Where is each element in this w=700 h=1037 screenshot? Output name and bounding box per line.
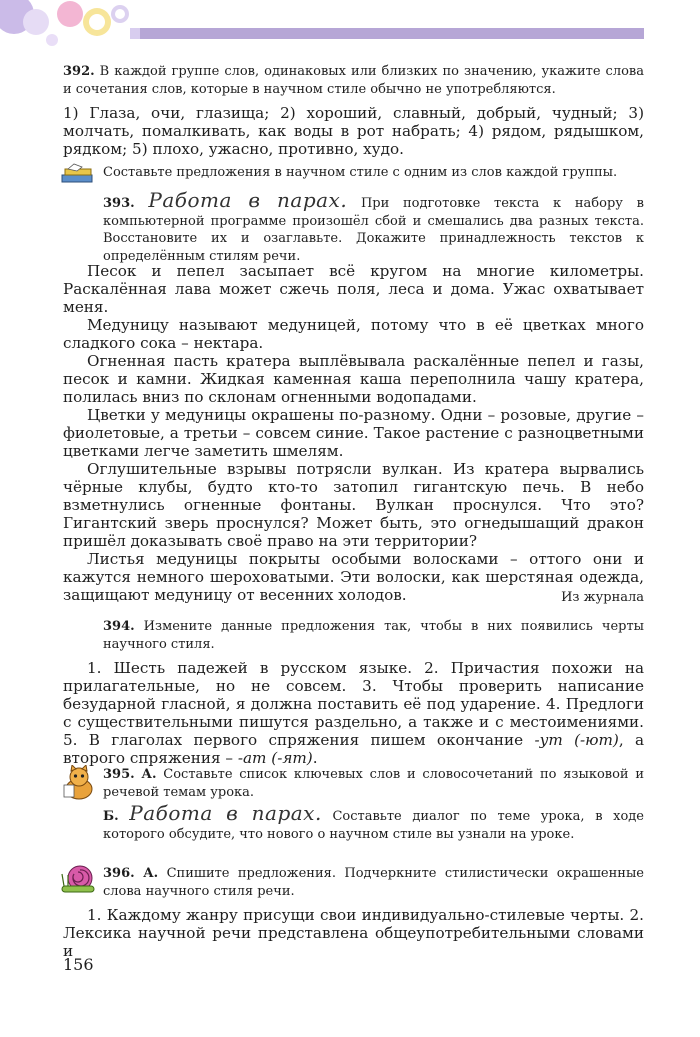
pair-work-label: Работа в парах. bbox=[129, 801, 322, 825]
exercise-394-text: Измените данные предложения так, чтобы в них появились черты научного стиля. bbox=[103, 619, 645, 652]
sentences-text: 1. Шесть падежей в русском языке. 2. Причастия похожи на прилагательные, но не совсем. 3. Чтобы проверить написание безударной гласной, я должна поставить её под ударение. 4. Предлоги с существительными пишутся раздельно, а также и с местоимениями. 5. В глаголах первого спряжения пишем окончание bbox=[63, 659, 644, 749]
page-number: 156 bbox=[63, 955, 94, 974]
snail-icon bbox=[58, 860, 98, 898]
exercise-393-body bbox=[63, 262, 644, 604]
exercise-392-words bbox=[63, 104, 644, 158]
exercise-392-task bbox=[63, 63, 644, 98]
exercise-392-number: 392. bbox=[63, 64, 95, 79]
source-label: Из журнала bbox=[561, 590, 644, 605]
exercise-393-task bbox=[103, 188, 644, 265]
header-decoration bbox=[0, 0, 700, 50]
exercise-394-sentences bbox=[63, 659, 644, 767]
cat-icon bbox=[60, 765, 98, 801]
exercise-396-number: 396. bbox=[103, 866, 135, 881]
paragraph: Цветки у медуницы окрашены по-разному. Одни – розовые, другие – фиолетовые, а третьи – совсем синие. Такое растение с разноцветными цветками легче заметить шмелям. bbox=[63, 406, 644, 460]
exercise-396-text: Спишите предложения. Подчеркните стилистически окрашенные слова научного стиля речи. bbox=[103, 866, 644, 899]
header-band bbox=[140, 28, 644, 39]
exercise-394-number: 394. bbox=[103, 619, 135, 634]
exercise-392-groups: 1) Глаза, очи, глазища; 2) хороший, славный, добрый, чудный; 3) молчать, помалкивать, как воды в рот набрать; 4) рядом, рядышком, рядком; 5) плохо, ужасно, противно, худо. bbox=[63, 104, 644, 158]
part-a-label: А. bbox=[141, 767, 157, 782]
exercise-396-task bbox=[103, 865, 644, 900]
paragraph: Песок и пепел засыпает всё кругом на многие километры. Раскалённая лава может сжечь поля, леса и дома. Ужас охватывает меня. bbox=[63, 262, 644, 316]
exercise-396-sentences: 1. Каждому жанру присущи свои индивидуально-стилевые черты. 2. Лексика научной речи представлена общеупотребительными словами и bbox=[63, 906, 644, 960]
sentences-mid: , а второго спряжения – bbox=[63, 731, 644, 767]
exercise-396-body bbox=[63, 906, 644, 960]
paragraph: Оглушительные взрывы потрясли вулкан. Из кратера вырвались чёрные клубы, будто кто-то затопил гигантскую печь. В небо взметнулись огненные фонтаны. Вулкан проснулся. Что это? Гигантский зверь проснулся? Может быть, это огнедышащий дракон пришёл доказывать своё право на эти территории? bbox=[63, 460, 644, 550]
exercise-395-number: 395. bbox=[103, 767, 135, 782]
exercise-395-task-a bbox=[103, 766, 644, 801]
exercise-395-a-text: Составьте список ключевых слов и словосочетаний по языковой и речевой темам урока. bbox=[103, 767, 644, 800]
exercise-393-number: 393. bbox=[103, 196, 135, 211]
exercise-392-extra: Составьте предложения в научном стиле с одним из слов каждой группы. bbox=[103, 165, 618, 180]
paragraph: Медуницу называют медуницей, потому что в её цветках много сладкого сока – нектара. bbox=[63, 316, 644, 352]
paragraph: Листья медуницы покрыты особыми волосками – оттого они и кажутся немного шероховатыми. Эти волоски, как шерстяная одежда, защищают медуницу от весенних холодов. bbox=[63, 550, 644, 604]
part-b-label: Б. bbox=[103, 809, 119, 824]
paragraph: Огненная пасть кратера выплёвывала раскалённые пепел и газы, песок и камни. Жидкая каменная каша переполнила чашу кратера, полилась вниз по склонам огненными водопадами. bbox=[63, 352, 644, 406]
part-a-label: А. bbox=[143, 866, 159, 881]
sentences-end: . bbox=[312, 749, 318, 767]
exercise-395-task-b bbox=[103, 801, 644, 843]
exercise-394-task bbox=[103, 618, 644, 653]
exercise-392-text: В каждой группе слов, одинаковых или близких по значению, укажите слова и сочетания слов, которые в научном стиле обычно не употребляются. bbox=[63, 64, 644, 97]
ending-first: -ут (-ют) bbox=[534, 731, 619, 749]
exercise-394-body bbox=[63, 659, 644, 767]
books-icon bbox=[60, 163, 96, 185]
exercise-393-text: При подготовке текста к набору в компьютерной программе произошёл сбой и смешались два разных текста. Восстановите их и озаглавьте. Докажите принадлежность текстов к определённым стилям речи. bbox=[103, 196, 644, 264]
ending-second: -ат (-ят) bbox=[237, 749, 313, 767]
exercise-395-b-text: Составьте диалог по теме урока, в ходе которого обсудите, что нового о научном стиле вы узнали на уроке. bbox=[103, 809, 644, 842]
pair-work-label: Работа в парах. bbox=[148, 188, 348, 212]
